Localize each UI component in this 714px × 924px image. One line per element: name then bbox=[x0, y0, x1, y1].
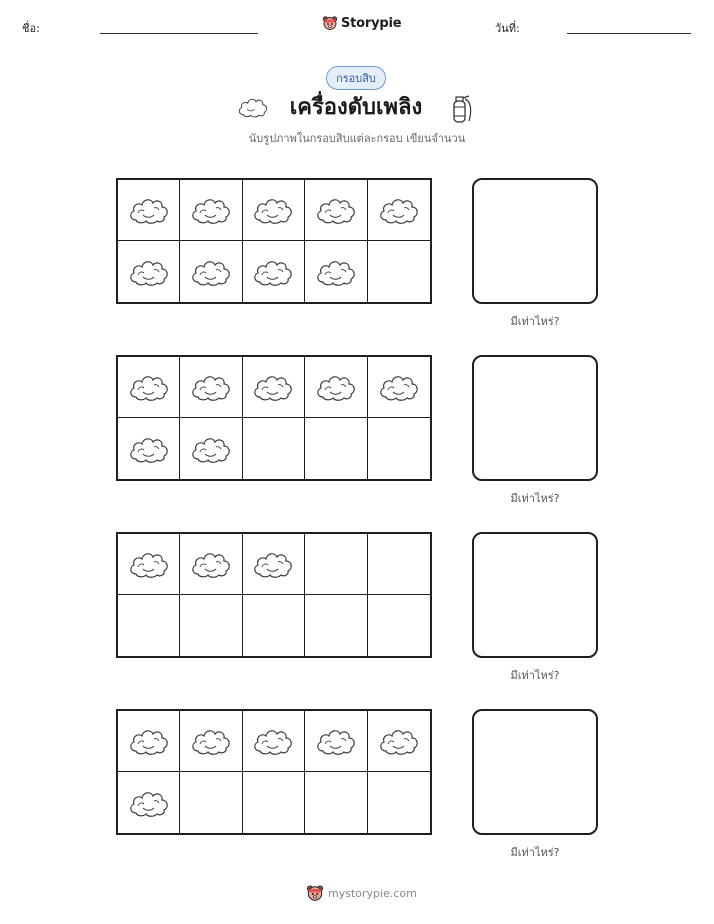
ten-frame-cell bbox=[243, 711, 305, 772]
footer bbox=[306, 884, 417, 903]
fire-extinguisher-icon bbox=[448, 91, 474, 125]
date-label: วันที่: bbox=[495, 22, 520, 35]
ten-frame-cell bbox=[368, 180, 430, 241]
ten-frame-cell bbox=[243, 418, 305, 479]
ten-frame-cell bbox=[368, 241, 430, 302]
ten-frame-cell bbox=[243, 241, 305, 302]
ten-frame-cell bbox=[368, 711, 430, 772]
cloud-icon bbox=[127, 194, 171, 226]
cloud-icon bbox=[127, 433, 171, 465]
ten-frame-cell bbox=[118, 241, 180, 302]
ten-frame-cell bbox=[180, 711, 242, 772]
ten-frame-cell bbox=[118, 772, 180, 833]
answer-box[interactable] bbox=[472, 532, 598, 658]
ten-frame-cell bbox=[118, 180, 180, 241]
name-line bbox=[100, 33, 258, 34]
ten-frame-cell bbox=[180, 418, 242, 479]
answer-box[interactable] bbox=[472, 178, 598, 304]
ten-frame-cell bbox=[305, 595, 367, 656]
cloud-icon bbox=[251, 256, 295, 288]
question-label: มีเท่าไหร่? bbox=[510, 846, 560, 859]
cloud-icon bbox=[314, 725, 358, 757]
ten-frame-cell bbox=[368, 418, 430, 479]
cloud-icon bbox=[314, 256, 358, 288]
ten-frame-cell bbox=[118, 357, 180, 418]
cloud-icon bbox=[251, 548, 295, 580]
ten-frame-cell bbox=[368, 772, 430, 833]
cloud-icon bbox=[314, 194, 358, 226]
answer-box[interactable] bbox=[472, 709, 598, 835]
ten-frame-cell bbox=[118, 534, 180, 595]
cloud-icon bbox=[314, 371, 358, 403]
cloud-icon bbox=[236, 95, 270, 119]
brand-name: Storypie bbox=[341, 15, 402, 31]
ten-frame-cell bbox=[305, 534, 367, 595]
ten-frame bbox=[116, 532, 432, 658]
ten-frame-cell bbox=[305, 241, 367, 302]
name-label: ชื่อ: bbox=[22, 22, 40, 35]
ten-frame-cell bbox=[180, 180, 242, 241]
ten-frame-cell bbox=[243, 534, 305, 595]
ten-frame-cell bbox=[305, 418, 367, 479]
ten-frame-cell bbox=[305, 357, 367, 418]
cloud-icon bbox=[189, 371, 233, 403]
ten-frame-cell bbox=[243, 772, 305, 833]
ten-frame-cell bbox=[180, 595, 242, 656]
instruction-text: นับรูปภาพในกรอบสิบแต่ละกรอบ เขียนจำนวน bbox=[248, 132, 466, 145]
cloud-icon bbox=[189, 433, 233, 465]
cloud-icon bbox=[251, 725, 295, 757]
ten-frame-cell bbox=[118, 595, 180, 656]
cloud-icon bbox=[251, 194, 295, 226]
ten-frame-cell bbox=[368, 595, 430, 656]
ten-frame-cell bbox=[180, 241, 242, 302]
ten-frame-cell bbox=[180, 772, 242, 833]
question-label: มีเท่าไหร่? bbox=[510, 492, 560, 505]
ten-frame-cell bbox=[243, 180, 305, 241]
cloud-icon bbox=[189, 194, 233, 226]
cloud-icon bbox=[127, 548, 171, 580]
cloud-icon bbox=[189, 725, 233, 757]
cloud-icon bbox=[127, 725, 171, 757]
ten-frame bbox=[116, 178, 432, 304]
ten-frame-cell bbox=[305, 711, 367, 772]
ten-frame-cell bbox=[305, 772, 367, 833]
ten-frame-cell bbox=[368, 357, 430, 418]
worksheet-badge: กรอบสิบ bbox=[326, 66, 386, 90]
ten-frame-cell bbox=[305, 180, 367, 241]
question-label: มีเท่าไหร่? bbox=[510, 315, 560, 328]
ten-frame bbox=[116, 709, 432, 835]
bear-mascot-icon bbox=[322, 15, 338, 32]
cloud-icon bbox=[377, 371, 421, 403]
ten-frame-cell bbox=[180, 357, 242, 418]
ten-frame-cell bbox=[180, 534, 242, 595]
cloud-icon bbox=[377, 194, 421, 226]
cloud-icon bbox=[189, 548, 233, 580]
ten-frame-cell bbox=[118, 711, 180, 772]
cloud-icon bbox=[127, 371, 171, 403]
cloud-icon bbox=[127, 256, 171, 288]
ten-frame-cell bbox=[118, 418, 180, 479]
question-label: มีเท่าไหร่? bbox=[510, 669, 560, 682]
bear-mascot-icon bbox=[306, 884, 324, 903]
date-line bbox=[567, 33, 691, 34]
cloud-icon bbox=[127, 787, 171, 819]
ten-frame-cell bbox=[243, 357, 305, 418]
ten-frame-cell bbox=[368, 534, 430, 595]
answer-box[interactable] bbox=[472, 355, 598, 481]
page-title: เครื่องดับเพลิง bbox=[289, 95, 423, 120]
title-row bbox=[236, 91, 476, 125]
ten-frame-cell bbox=[243, 595, 305, 656]
cloud-icon bbox=[377, 725, 421, 757]
ten-frame bbox=[116, 355, 432, 481]
cloud-icon bbox=[189, 256, 233, 288]
footer-site: mystorypie.com bbox=[328, 887, 417, 900]
cloud-icon bbox=[251, 371, 295, 403]
brand-logo bbox=[322, 12, 401, 34]
